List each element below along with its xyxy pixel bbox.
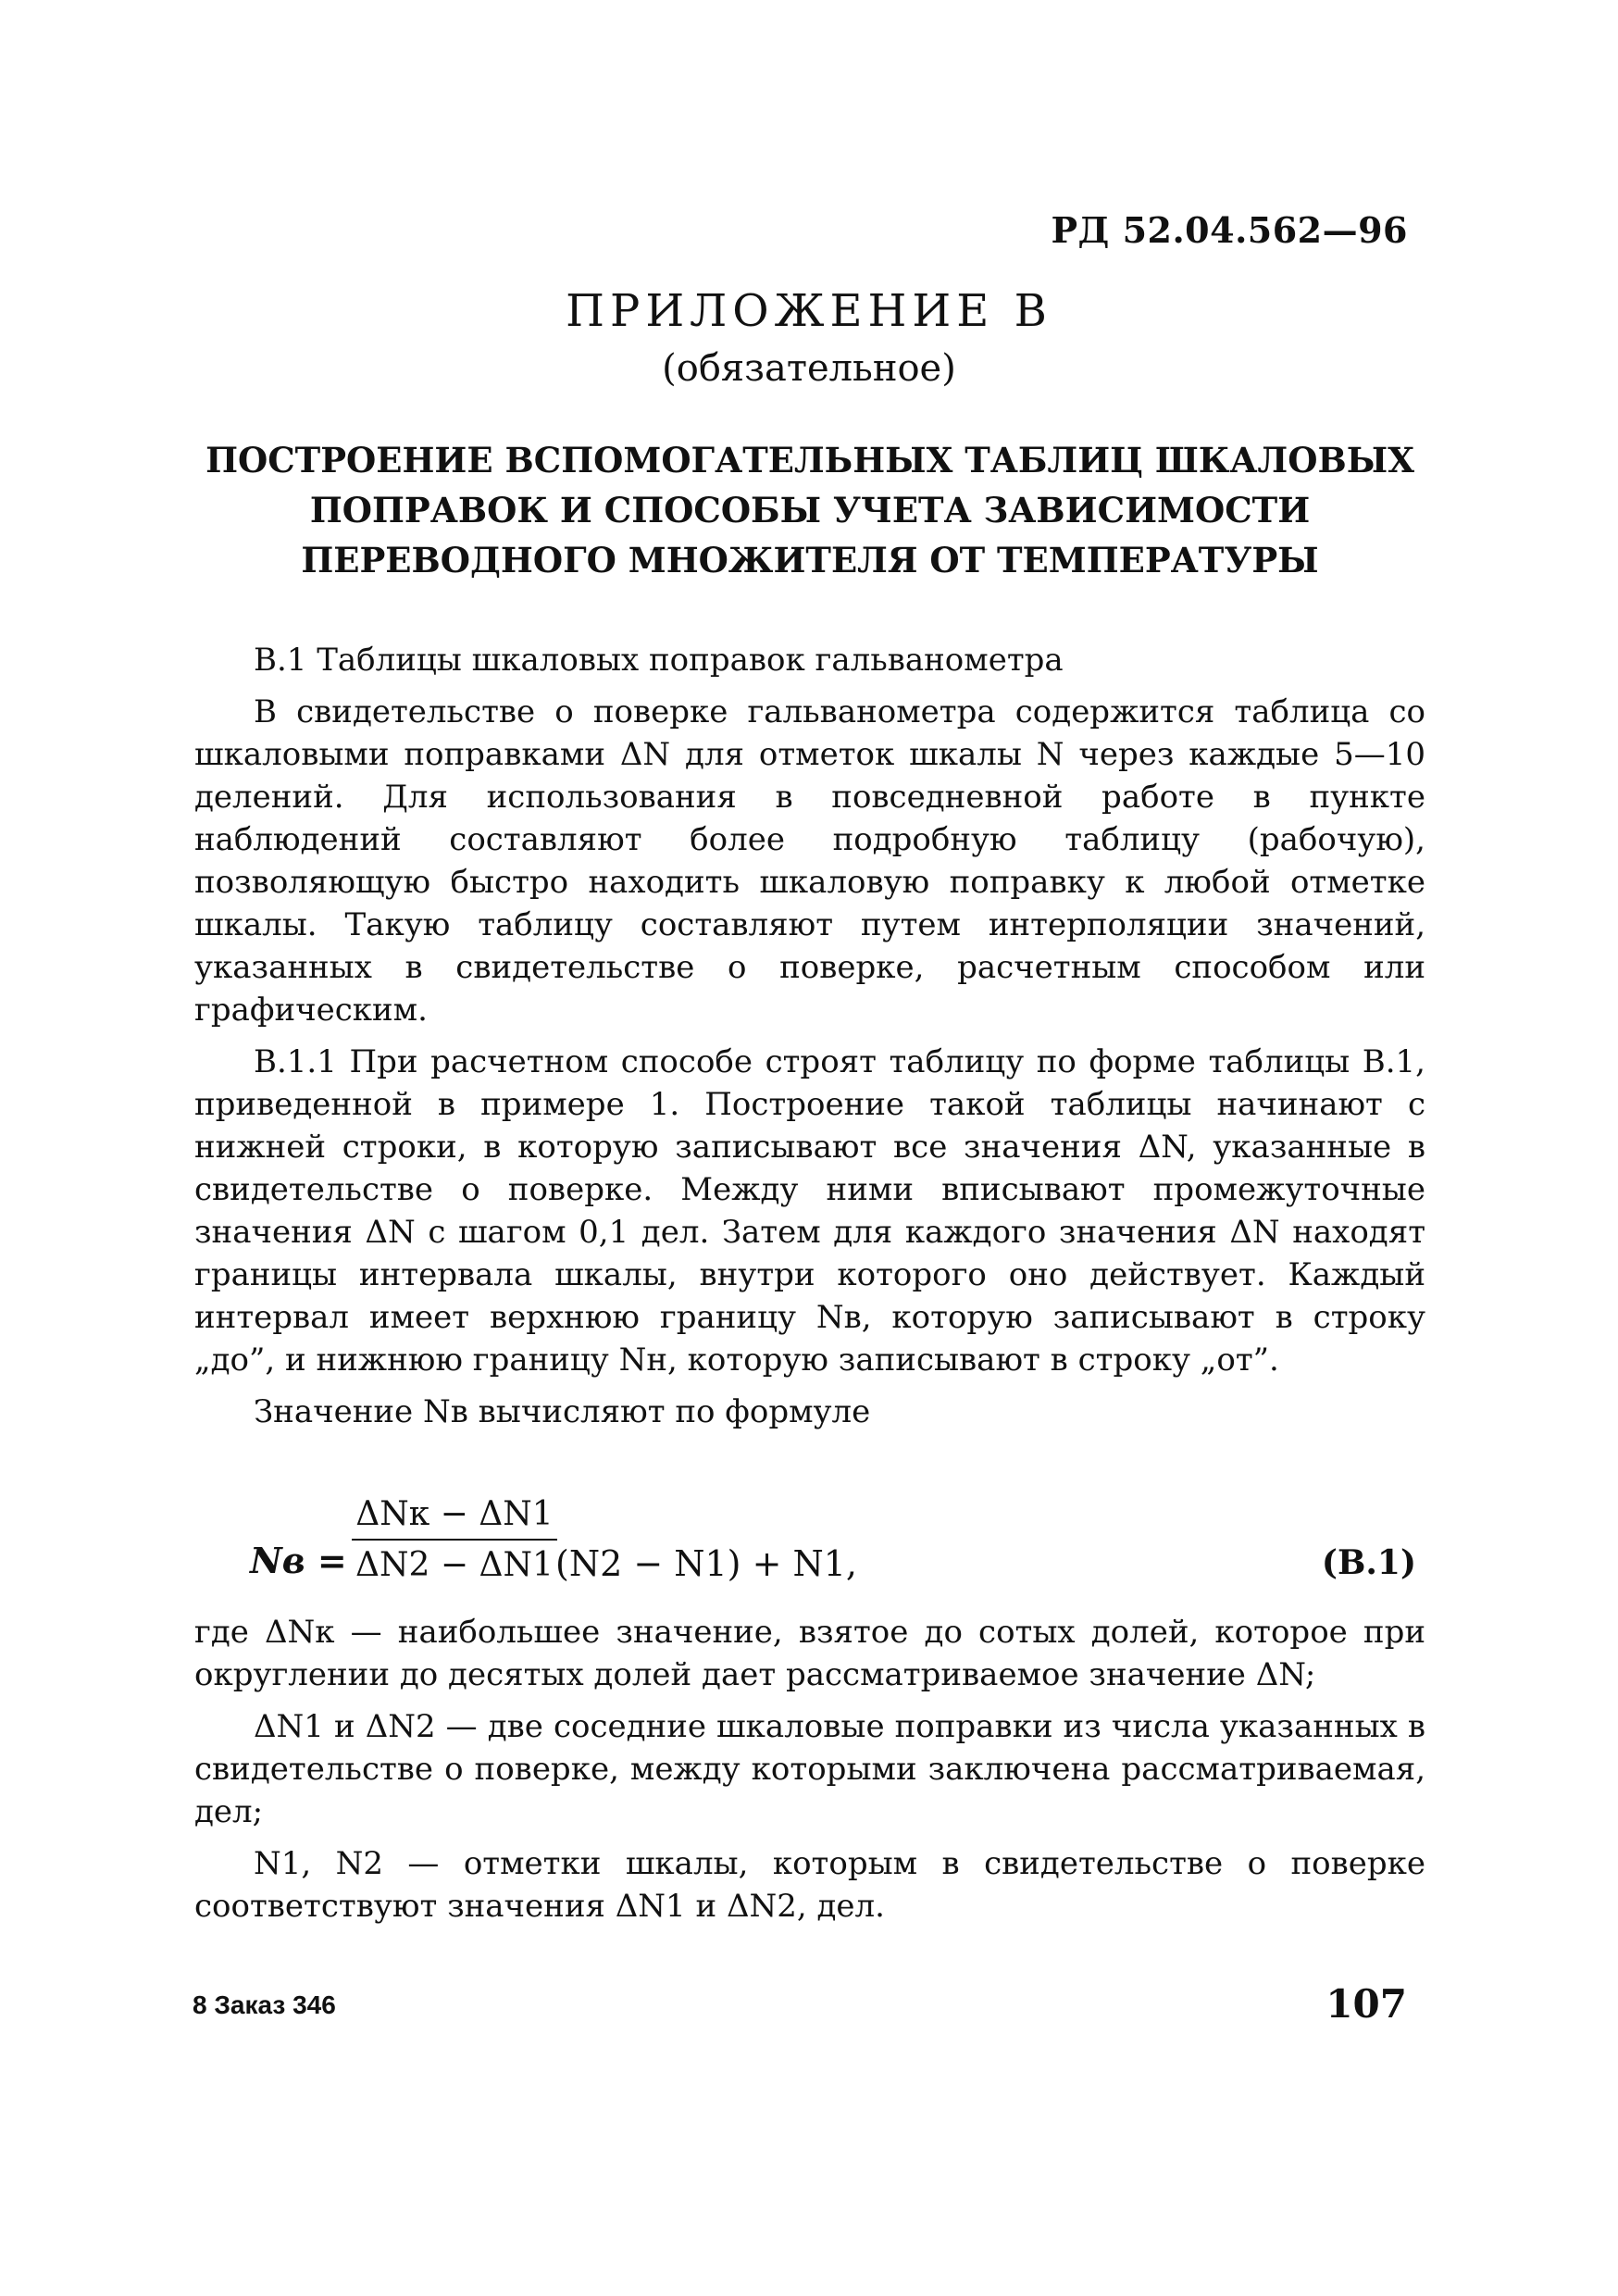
formula-intro: Значение Nв вычисляют по формуле	[254, 1393, 871, 1430]
section-b1-paragraph: В свидетельстве о поверке гальванометра содержится таблица со шкаловыми поправками ΔN для отметок шкалы N через каждые 5—10 делений. Для использования в повседневной работе в пункте наблюдений составляют более подробную таблицу (рабочую), позволяющую быстро находить шкаловую поправку к любой отметке шкалы. Такую таблицу составляют путем интерполяции значений, указанных в свидетельстве о поверке, расчетным способом или графическим.	[194, 693, 1425, 1029]
formula-denominator: ΔN2 − ΔN1	[355, 1546, 554, 1584]
heading-line-2: ПОПРАВОК И СПОСОБЫ УЧЕТА ЗАВИСИМОСТИ	[309, 490, 1311, 530]
formula-numerator: ΔNк − ΔN1	[355, 1495, 554, 1533]
body-text	[194, 639, 1425, 1433]
appendix-heading	[185, 435, 1435, 585]
order-number: 8 Заказ 346	[193, 1990, 336, 2019]
formula-rhs: (N2 − N1) + N1,	[555, 1543, 858, 1584]
section-b11-paragraph: В.1.1 При расчетном способе строят таблицу по форме таблицы В.1, приведенной в примере 1. Построение такой таблицы начинают с нижней строки, в которую записывают все значения ΔN, указанные в свидетельстве о поверке. Между ними вписывают промежуточные значения ΔN с шагом 0,1 дел. Затем для каждого значения ΔN находят границы интервала шкалы, внутри которого оно действует. Каждый интервал имеет верхнюю границу Nв, которую записывают в строку „до”, и нижнюю границу Nн, которую записывают в строку „от”.	[194, 1043, 1425, 1379]
formula-lhs: Nв =	[250, 1540, 347, 1581]
heading-line-1: ПОСТРОЕНИЕ ВСПОМОГАТЕЛЬНЫХ ТАБЛИЦ ШКАЛОВЫХ	[205, 440, 1414, 480]
section-b1-title: В.1 Таблицы шкаловых поправок гальванометра	[254, 642, 1064, 679]
formula-fraction	[352, 1495, 557, 1584]
definition-dnk: где ΔNк — наибольшее значение, взятое до сотых долей, которое при округлении до десятых долей дает рассматриваемое значение ΔN;	[194, 1614, 1425, 1693]
definition-n1-n2: N1, N2 — отметки шкалы, которым в свидетельстве о поверке соответствуют значения ΔN1 и ΔN2, дел.	[194, 1845, 1425, 1925]
appendix-status: (обязательное)	[662, 347, 956, 390]
definition-dn1-dn2: ΔN1 и ΔN2 — две соседние шкаловые поправки из числа указанных в свидетельстве о поверке, между которыми заключена рассматриваемая, дел;	[194, 1708, 1425, 1830]
heading-line-3: ПЕРЕВОДНОГО МНОЖИТЕЛЯ ОТ ТЕМПЕРАТУРЫ	[301, 540, 1319, 580]
appendix-title: ПРИЛОЖЕНИЕ В	[566, 285, 1052, 337]
page-number: 107	[1326, 1981, 1407, 2027]
document-code: РД 52.04.562—96	[1051, 209, 1408, 251]
formula-number: (В.1)	[1321, 1543, 1416, 1582]
definitions	[194, 1611, 1425, 1928]
